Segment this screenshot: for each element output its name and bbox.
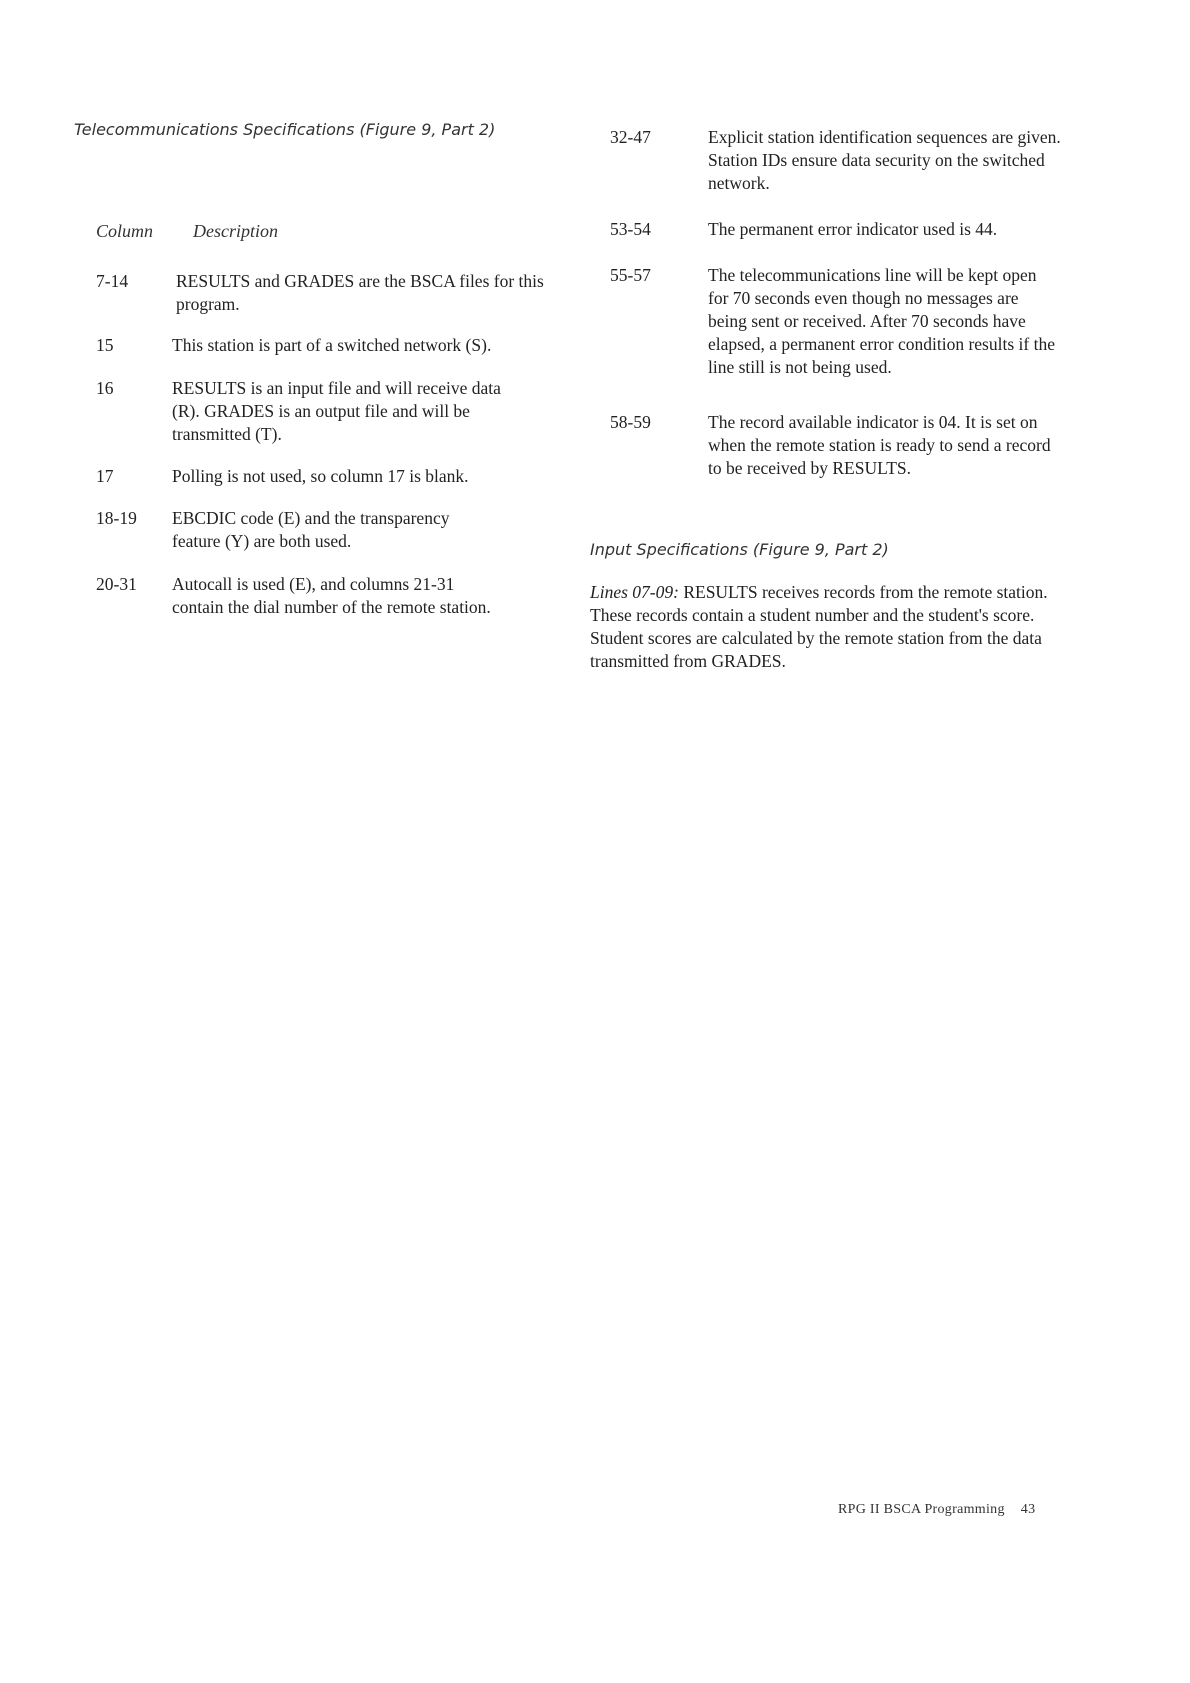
page-number: 43 <box>1020 1502 1036 1517</box>
entry-18-19 <box>74 507 574 553</box>
entry-column-number: 7-14 <box>96 271 129 291</box>
entry-7-14 <box>74 270 574 316</box>
entry-column-number: 20-31 <box>96 574 137 594</box>
entry-column-number: 53-54 <box>610 219 651 239</box>
entry-description: Autocall is used (E), and columns 21-31 contain the dial number of the remote station. <box>172 574 491 617</box>
entry-description: The telecommunications line will be kept open for 70 seconds even though no messages are being sent or received. After 70 seconds have elapsed, a permanent error condition results if the line still is not being used. <box>708 265 1055 377</box>
left-column <box>74 120 574 619</box>
entry-15 <box>74 334 574 357</box>
entry-53-54 <box>590 218 1100 241</box>
lines-reference: Lines 07-09: <box>590 582 679 602</box>
entry-description: The permanent error indicator used is 44. <box>708 219 998 239</box>
entry-17 <box>74 465 574 488</box>
entry-column-number: 17 <box>96 466 114 486</box>
entry-55-57 <box>590 264 1100 379</box>
input-spec-paragraph <box>590 581 1080 673</box>
entry-description: EBCDIC code (E) and the transparency feature (Y) are both used. <box>172 508 450 551</box>
right-column <box>590 126 1100 691</box>
page-footer <box>838 1502 1035 1518</box>
entry-32-47 <box>590 126 1100 195</box>
entry-16 <box>74 377 574 446</box>
entry-20-31 <box>74 573 574 619</box>
entry-column-number: 55-57 <box>610 265 651 285</box>
entry-description: RESULTS and GRADES are the BSCA files for this program. <box>176 271 544 314</box>
entry-description: Explicit station identification sequences are given. Station IDs ensure data security on the switched network. <box>708 127 1061 193</box>
description-header: Description <box>193 221 278 241</box>
entry-58-59 <box>590 411 1100 480</box>
entry-column-number: 58-59 <box>610 412 651 432</box>
input-spec-heading: Input Specifications (Figure 9, Part 2) <box>590 540 889 559</box>
column-header: Column <box>96 221 154 241</box>
input-spec-text: RESULTS receives records from the remote station. These records contain a student number and the student's score. Student scores are calculated by the remote station from the data transmitted from GRADES. <box>590 582 1048 671</box>
entry-description: Polling is not used, so column 17 is blank. <box>172 466 469 486</box>
footer-title: RPG II BSCA Programming <box>838 1502 1005 1517</box>
entry-column-number: 32-47 <box>610 127 651 147</box>
entry-column-number: 15 <box>96 335 114 355</box>
entry-column-number: 18-19 <box>96 508 137 528</box>
entry-description: This station is part of a switched network (S). <box>172 335 492 355</box>
entry-description: RESULTS is an input file and will receive data (R). GRADES is an output file and will be transmitted (T). <box>172 378 501 444</box>
table-header <box>96 221 574 242</box>
telecom-spec-heading: Telecommunications Specifications (Figure 9, Part 2) <box>74 120 496 139</box>
entry-description: The record available indicator is 04. It is set on when the remote station is ready to send a record to be received by RESULTS. <box>708 412 1051 478</box>
entry-column-number: 16 <box>96 378 114 398</box>
